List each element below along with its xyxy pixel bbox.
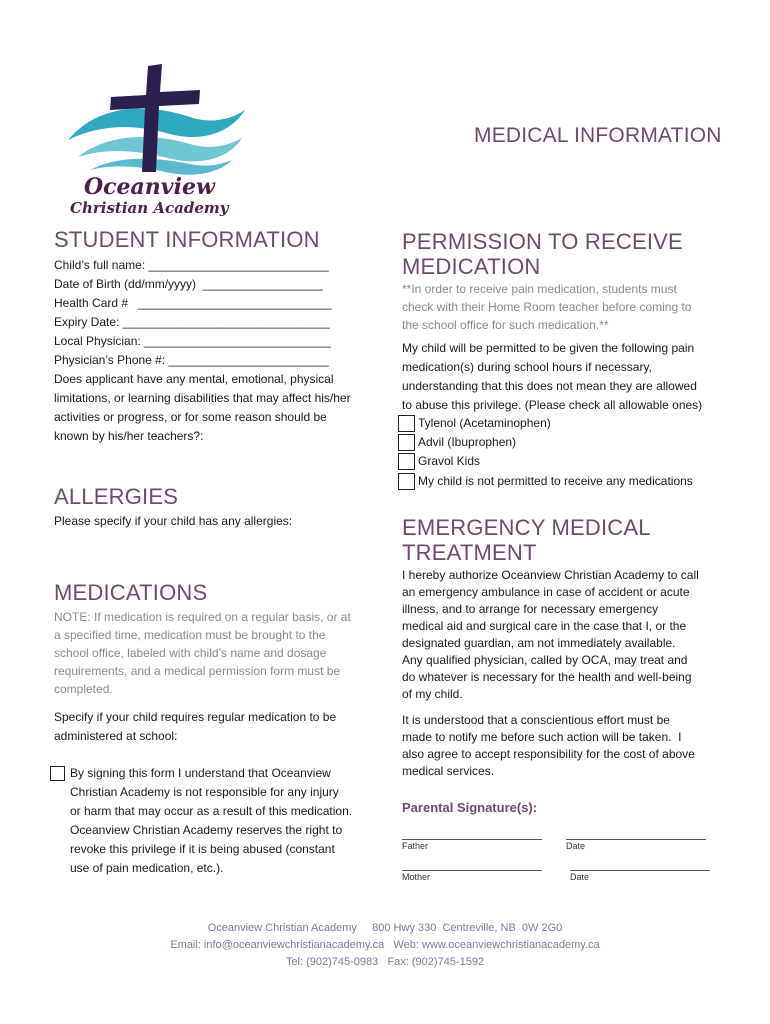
specify-line: Specify if your child requires regular medication to be [54, 710, 337, 724]
logo-text-line1: Oceanview [84, 174, 215, 200]
child-name-field[interactable]: Child’s full name: ___________________________ [54, 258, 329, 272]
question-line: known by his/her teachers?: [54, 429, 204, 443]
emergency-line: illness, and to arrange for necessary emergency [402, 602, 659, 616]
question-line: Does applicant have any mental, emotional, physical [54, 372, 334, 386]
consent-line: or harm that may occur as a result of this medication. [70, 804, 353, 818]
permission-line: My child will be permitted to be given the following pain [402, 341, 695, 355]
emergency-line: made to notify me before such action will be taken. I [402, 730, 682, 744]
emergency-line: designated guardian, am not immediately available. [402, 636, 676, 650]
local-physician-field[interactable]: Local Physician: ____________________________ [54, 334, 331, 348]
consent-line: Oceanview Christian Academy reserves the right to [70, 823, 343, 837]
physician-phone-field[interactable]: Physician’s Phone #: ________________________ [54, 353, 329, 367]
permission-heading-line: MEDICATION [402, 254, 541, 279]
emergency-line: medical aid and surgical care in the case that I, or the [402, 619, 687, 633]
tylenol-label: Tylenol (Acetaminophen) [418, 416, 551, 430]
emergency-line: of my child. [402, 687, 463, 701]
consent-line: use of pain medication, etc.). [70, 861, 224, 875]
page-title: MEDICAL INFORMATION [474, 124, 722, 147]
advil-label: Advil (Ibuprophen) [418, 435, 517, 449]
note-line: **In order to receive pain medication, students must [402, 282, 677, 296]
medications-heading: MEDICATIONS [54, 580, 208, 605]
footer-address: Oceanview Christian Academy 800 Hwy 330 Centreville, NB 0W 2G0 [207, 922, 563, 934]
permission-heading [402, 229, 683, 279]
gravol-checkbox[interactable] [398, 453, 415, 470]
allergies-heading: ALLERGIES [54, 484, 179, 509]
emergency-line: an emergency ambulance in case of accident or acute [402, 585, 690, 599]
permission-note [402, 280, 691, 334]
allergies-prompt: Please specify if your child has any allergies: [54, 514, 293, 528]
student-heading: STUDENT INFORMATION [54, 227, 320, 252]
gravol-label: Gravol Kids [418, 454, 481, 468]
question-line: activities or progress, or for some reason should be [54, 410, 327, 424]
mother-date-label: Date [570, 872, 590, 882]
consent-line: revoke this privilege if it is being abused (constant [70, 842, 335, 856]
note-line: NOTE: If medication is required on a regular basis, or at [54, 610, 351, 624]
expiry-date-field[interactable]: Expiry Date: _______________________________ [54, 315, 330, 329]
permission-line: to abuse this privilege. (Please check all allowable ones) [402, 398, 703, 412]
emergency-line: Any qualified physician, called by OCA, may treat and [402, 653, 688, 667]
note-line: check with their Home Room teacher before coming to [402, 300, 692, 314]
consent-checkbox[interactable] [50, 766, 65, 781]
note-line: school office, labeled with child’s name and dosage [54, 646, 327, 660]
no-medication-checkbox[interactable] [398, 473, 415, 490]
note-line: completed. [54, 682, 113, 696]
father-date-line[interactable] [566, 825, 706, 840]
consent-line: By signing this form I understand that Oceanview [70, 766, 331, 780]
father-label: Father [402, 841, 429, 851]
emergency-line: also agree to accept responsibility for the cost of above [402, 747, 695, 761]
emergency-heading [402, 515, 651, 565]
father-signature-line[interactable] [402, 825, 542, 840]
emergency-heading-line: TREATMENT [402, 540, 537, 565]
no-medication-label: My child is not permitted to receive any medications [418, 474, 693, 488]
medications-specify [54, 708, 336, 746]
emergency-para2 [402, 712, 695, 780]
permission-body [402, 339, 702, 415]
consent-line: Christian Academy is not responsible for any injury [70, 785, 339, 799]
mother-signature-line[interactable] [402, 856, 542, 871]
medications-note [54, 608, 351, 698]
permission-line: understanding that this does not mean they are allowed [402, 379, 697, 393]
emergency-line: medical services. [402, 764, 495, 778]
advil-checkbox[interactable] [398, 434, 415, 451]
footer-contact: Email: info@oceanviewchristianacademy.ca Web: www.oceanviewchristianacademy.ca [170, 939, 600, 951]
logo-text-line2: Christian Academy [70, 199, 229, 217]
emergency-heading-line: EMERGENCY MEDICAL [402, 515, 651, 540]
emergency-line: It is understood that a conscientious effort must be [402, 713, 670, 727]
student-fields [54, 256, 384, 446]
signature-heading: Parental Signature(s): [402, 800, 538, 815]
note-line: a specified time, medication must be brought to the [54, 628, 326, 642]
tylenol-checkbox[interactable] [398, 415, 415, 432]
mother-date-line[interactable] [570, 856, 710, 871]
footer-phone: Tel: (902)745-0983 Fax: (902)745-1592 [285, 956, 485, 968]
specify-line: administered at school: [54, 729, 178, 743]
note-line: requirements, and a medical permission form must be [54, 664, 341, 678]
permission-heading-line: PERMISSION TO RECEIVE [402, 229, 683, 254]
question-line: limitations, or learning disabilities that may affect his/her [54, 391, 351, 405]
consent-text [70, 764, 352, 878]
note-line: the school office for such medication.** [402, 318, 609, 332]
dob-field[interactable]: Date of Birth (dd/mm/yyyy) __________________ [54, 277, 323, 291]
father-date-label: Date [566, 841, 586, 851]
emergency-line: I hereby authorize Oceanview Christian Academy to call [402, 568, 699, 582]
health-card-field[interactable]: Health Card # _____________________________ [54, 296, 332, 310]
emergency-para1 [402, 567, 699, 703]
permission-line: medication(s) during school hours if necessary, [402, 360, 652, 374]
mother-label: Mother [402, 872, 431, 882]
emergency-line: do whatever is necessary for the health and well-being [402, 670, 692, 684]
